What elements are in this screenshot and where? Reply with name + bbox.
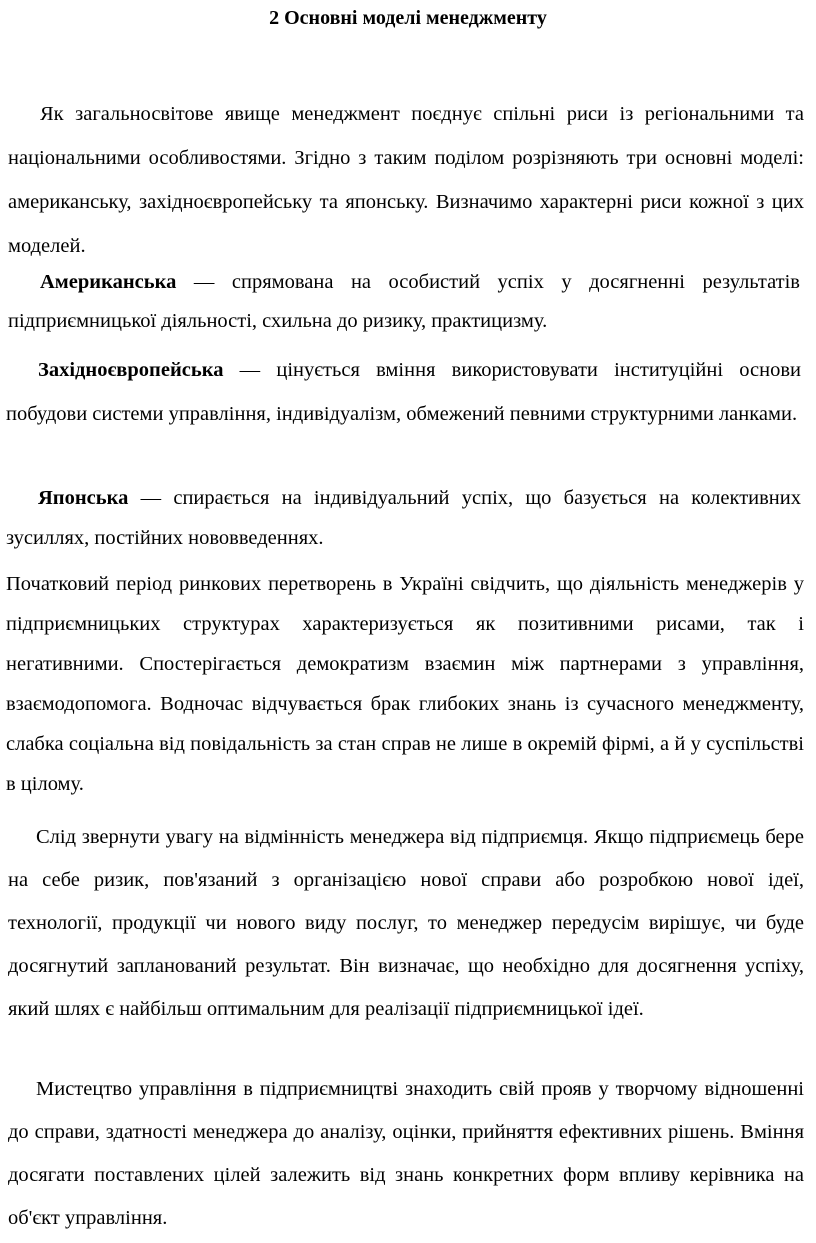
model-japanese <box>6 478 801 558</box>
paragraph-manager-vs-entrepreneur: Слід звернути увагу на відмінність менеджера від підприємця. Якщо підприємець бере на себе ризик, пов'язаний з організацією нової справи або розробкою нової ідеї, технології, продукції чи нового виду послуг, то менеджер передусім вирішує, чи буде досягнутий запланований результат. Він визначає, що необхідно для досягнення успіху, який шлях є найбільш оптимальним для реалізації підприємницької ідеї. <box>8 826 804 1020</box>
model-american <box>8 263 800 341</box>
paragraph-management-art: Мистецтво управління в підприємництві знаходить свій прояв у творчому відношенні до справи, здатності менеджера до аналізу, оцінки, прийняття ефективних рішень. Вміння досягати поставлених цілей залежить від знань конкретних форм впливу керівника на об'єкт управління. <box>8 1078 804 1229</box>
page-title: 2 Основні моделі менеджменту <box>269 7 547 29</box>
model-term: Американська <box>40 271 177 293</box>
model-description: — спирається на індивідуальний успіх, що базується на колективних зусиллях, постійних нововведеннях. <box>6 487 801 549</box>
intro-paragraph: Як загальносвітове явище менеджмент поєднує спільні риси із регіональними та національними особливостями. Згідно з таким поділом розрізняють три основні моделі: американську, західноєвропейську та японську. Визначимо характерні риси кожної з цих моделей. <box>8 103 804 257</box>
model-description: — цінується вміння використовувати інституційні основи побудови системи управління, індивідуалізм, обмежений певними структурними ланками. <box>6 359 801 425</box>
model-term: Західноєвропейська <box>38 359 224 381</box>
model-description: — спрямована на особистий успіх у досягненні результатів підприємницької діяльності, схильна до ризику, практицизму. <box>8 271 800 332</box>
model-western-european <box>6 348 801 436</box>
model-term: Японська <box>38 487 129 509</box>
paragraph-ukraine-period: Початковий період ринкових перетворень в Україні свідчить, що діяльність менеджерів у підприємницьких структурах характеризується як позитивними рисами, так і негативними. Спостерігається демократизм взаємин між партнерами з управління, взаємодопомога. Водночас відчувається брак глибоких знань із сучасного менеджменту, слабка соціальна від повідальність за стан справ не лише в окремій фірмі, а й у суспільстві в цілому. <box>6 573 804 795</box>
